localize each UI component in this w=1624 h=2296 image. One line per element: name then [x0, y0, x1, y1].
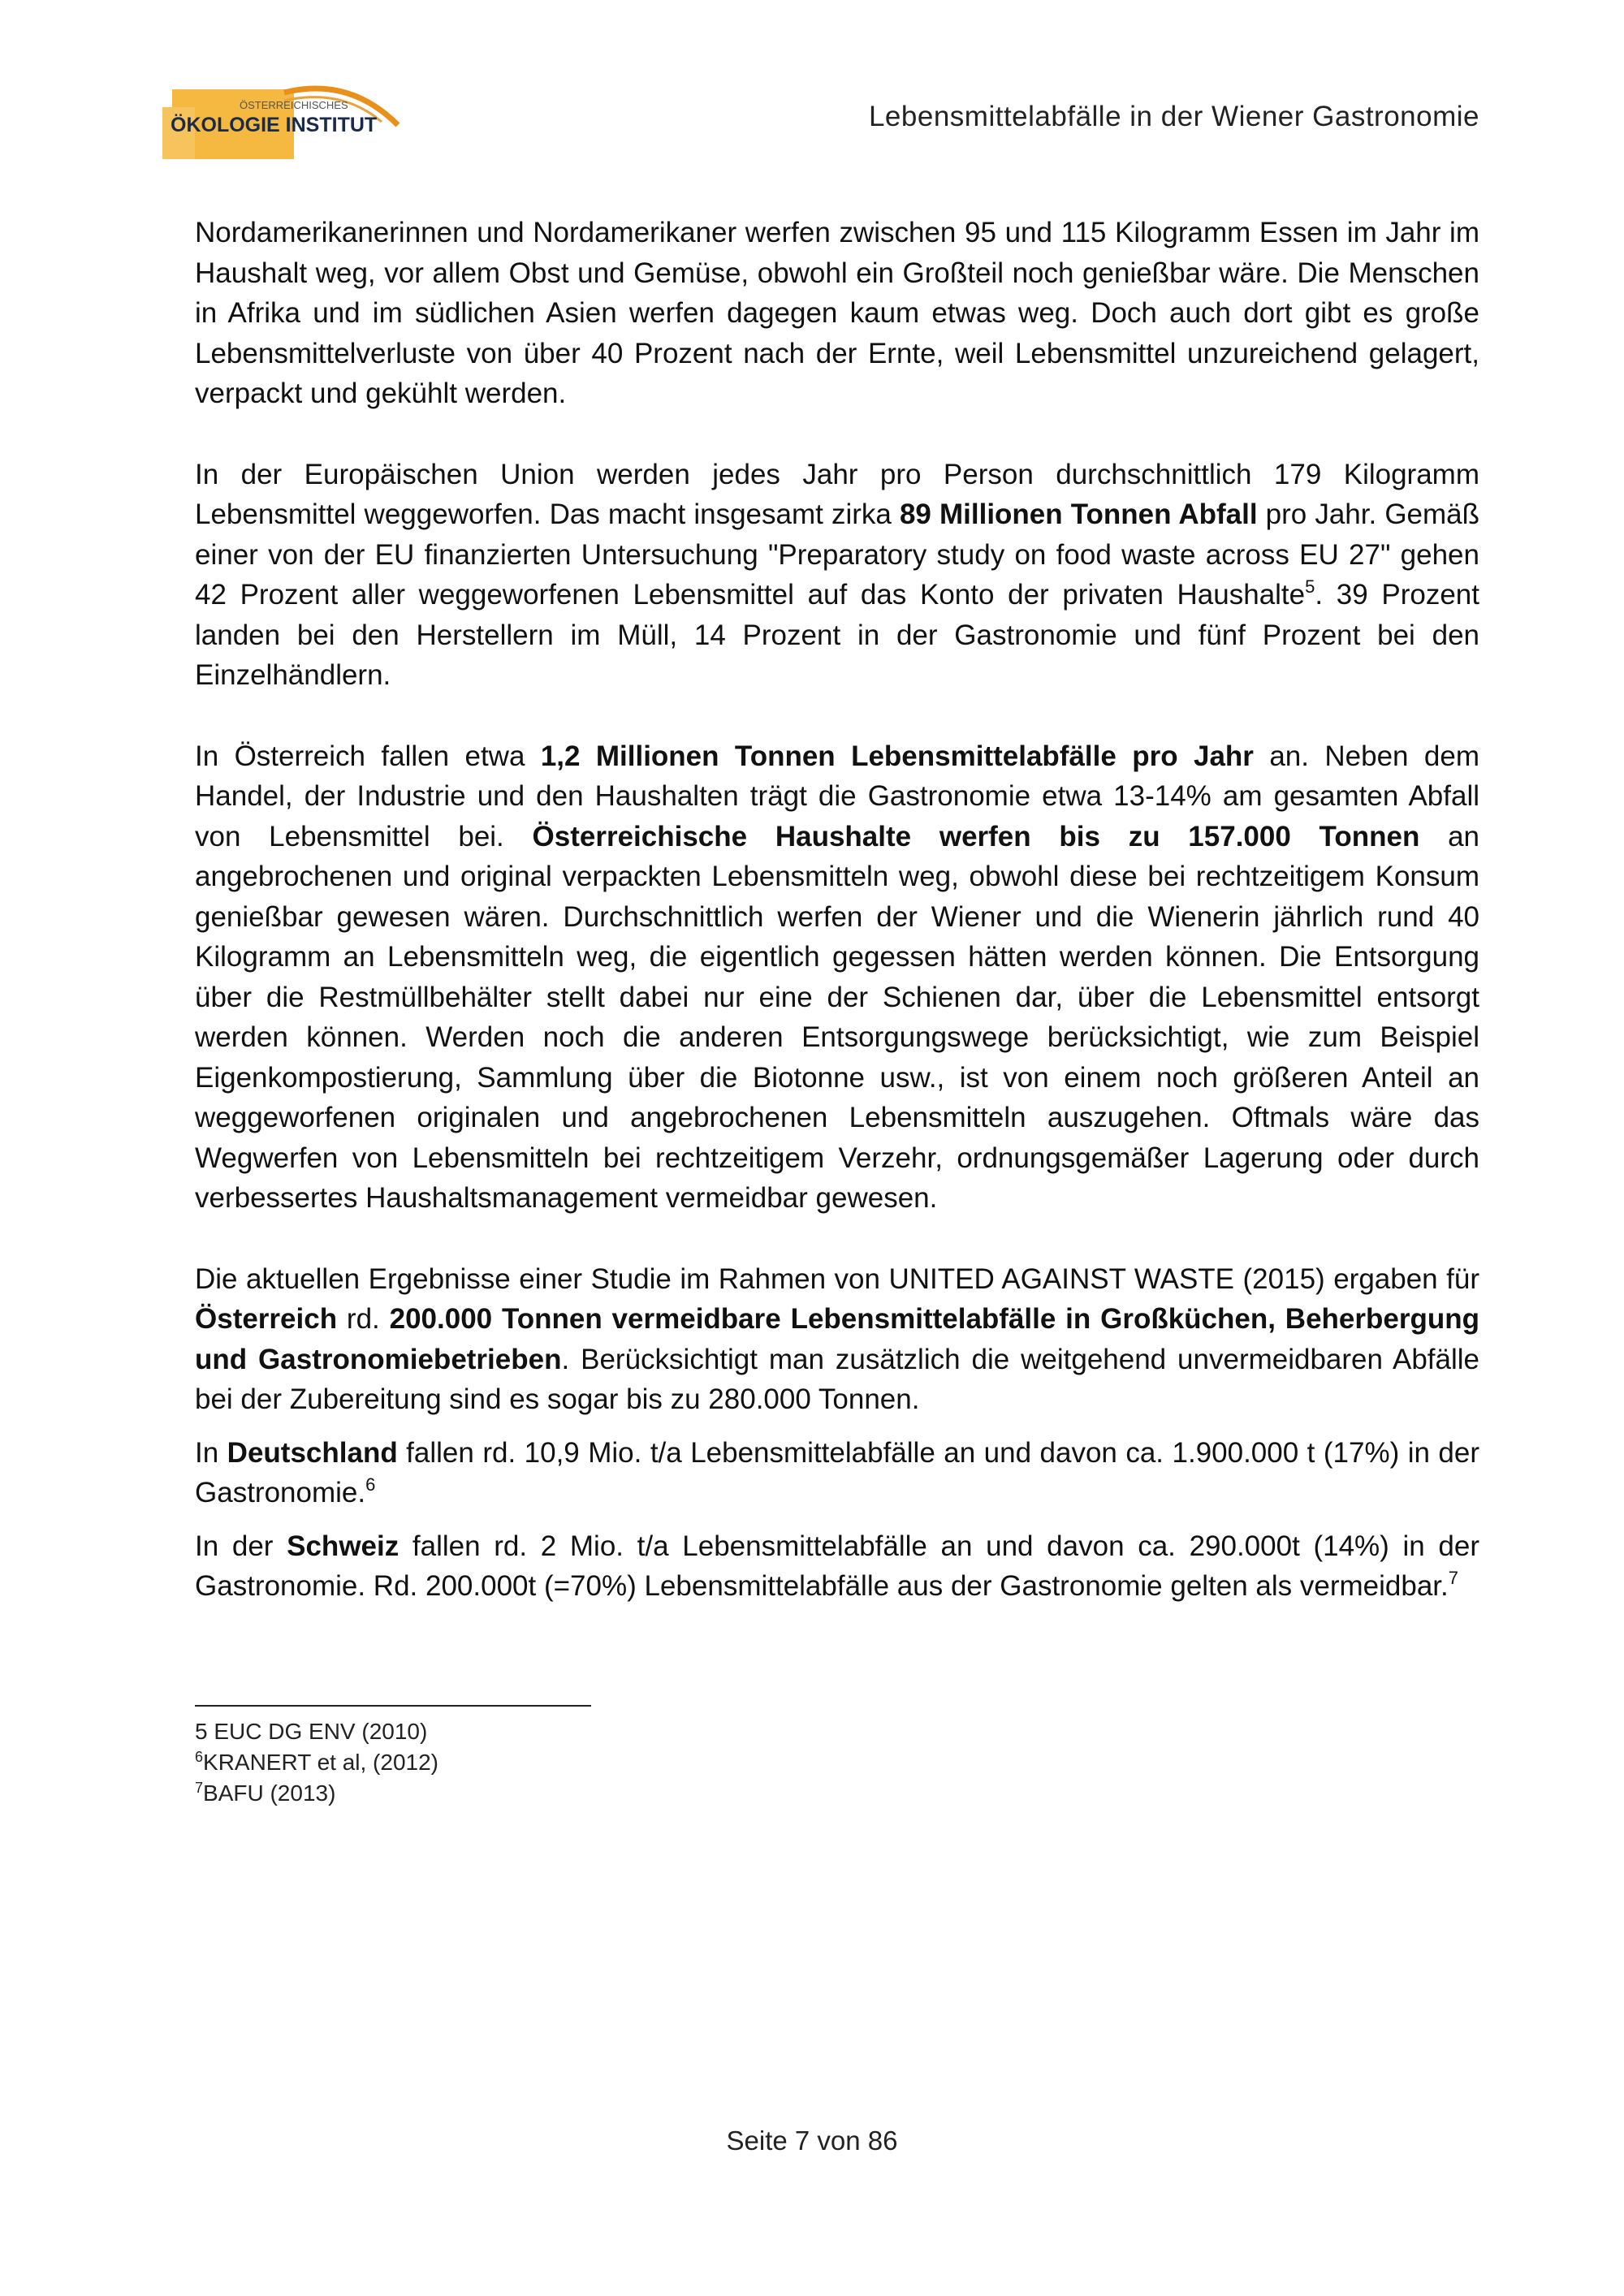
footnotes [195, 1716, 438, 1809]
paragraph-switzerland: In der Schweiz fallen rd. 2 Mio. t/a Lebensmittelabfälle an und davon ca. 290.000t (14%) in der Gastronomie. Rd. 200.000t (=70%) Lebensmittelabfälle aus der Gastronomie gelten als vermeidbar.$^7$ [195, 1530, 1479, 1602]
footnote-ref-6: 6 [365, 1474, 376, 1495]
footnote-7: $^7$BAFU (2013) [195, 1780, 336, 1806]
page-number: Seite 7 von 86 [726, 2126, 898, 2156]
oekologie-institut-logo [162, 75, 406, 170]
paragraph-eu: In der Europäischen Union werden jedes Jahr pro Person durchschnittlich 179 Kilogramm Lebensmittel weggeworfen. Das macht insgesamt zirka 89 Millionen Tonnen Abfall pro Jahr. Gemäß einer von der EU finanzierten Untersuchung "Preparatory study on food waste across EU 27" gehen 42 Prozent aller weggeworfenen Lebensmittel auf das Konto der privaten Haushalte$^5$. 39 Prozent landen bei den Herstellern im Müll, 14 Prozent in der Gastronomie und fünf Prozent bei den Einzelhändlern. [195, 458, 1480, 691]
body-text [195, 213, 1479, 1620]
paragraph-germany: In Deutschland fallen rd. 10,9 Mio. t/a Lebensmittelabfälle an und davon ca. 1.900.000 t (17%) in der Gastronomie.$^6$ [195, 1436, 1479, 1508]
footnote-6: $^6$KRANERT et al, (2012) [195, 1749, 438, 1775]
paragraph-united-against-waste: Die aktuellen Ergebnisse einer Studie im Rahmen von UNITED AGAINST WASTE (2015) ergaben für Österreich rd. 200.000 Tonnen vermeidbare Lebensmittelabfälle in Großküchen, Beherbergung und Gastronomiebetrieben. Berücksichtigt man zusätzlich die weitgehend unvermeidbaren Abfälle bei der Zubereitung sind es sogar bis zu 280.000 Tonnen. [195, 1262, 1479, 1415]
footnote-ref-5: 5 [1305, 576, 1315, 597]
footnote-5: 5 EUC DG ENV (2010) [195, 1719, 428, 1744]
running-header-title: Lebensmittelabfälle in der Wiener Gastronomie [868, 101, 1479, 132]
paragraph-austria: In Österreich fallen etwa 1,2 Millionen Tonnen Lebensmittelabfälle pro Jahr an. Neben dem Handel, der Industrie und den Haushalten trägt die Gastronomie etwa 13-14% am gesamten Abfall von Lebensmittel bei. Österreichische Haushalte werfen bis zu 157.000 Tonnen an angebrochenen und original verpackten Lebensmitteln weg, obwohl diese bei rechtzeitigem Konsum genießbar gewesen wären. Durchschnittlich werfen der Wiener und die Wienerin jährlich rund 40 Kilogramm an Lebensmitteln weg, die eigentlich gegessen hätten werden können. Die Entsorgung über die Restmüllbehälter stellt dabei nur eine der Schienen dar, über die Lebensmittel entsorgt werden können. Werden noch die anderen Entsorgungswege berücksichtigt, wie zum Beispiel Eigenkompostierung, Sammlung über die Biotonne usw., ist von einem noch größeren Anteil an weggeworfenen originalen und angebrochenen Lebensmitteln auszugehen. Oftmals wäre das Wegwerfen von Lebensmitteln bei rechtzeitigem Verzehr, ordnungsgemäßer Lagerung oder durch verbessertes Haushaltsmanagement vermeidbar gewesen. [195, 740, 1479, 1214]
footnote-ref-7: 7 [1448, 1568, 1459, 1588]
logo-line2: ÖKOLOGIE INSTITUT [171, 114, 378, 136]
logo-line1: ÖSTERREICHISCHES [240, 99, 348, 111]
footnote-separator [195, 1705, 591, 1707]
paragraph-north-america: Nordamerikanerinnen und Nordamerikaner werfen zwischen 95 und 115 Kilogramm Essen im Jahr im Haushalt weg, vor allem Obst und Gemüse, obwohl ein Großteil noch genießbar wäre. Die Menschen in Afrika und im südlichen Asien werfen dagegen kaum etwas weg. Doch auch dort gibt es große Lebensmittelverluste von über 40 Prozent nach der Ernte, weil Lebensmittel unzureichend gelagert, verpackt und gekühlt werden. [195, 217, 1479, 409]
